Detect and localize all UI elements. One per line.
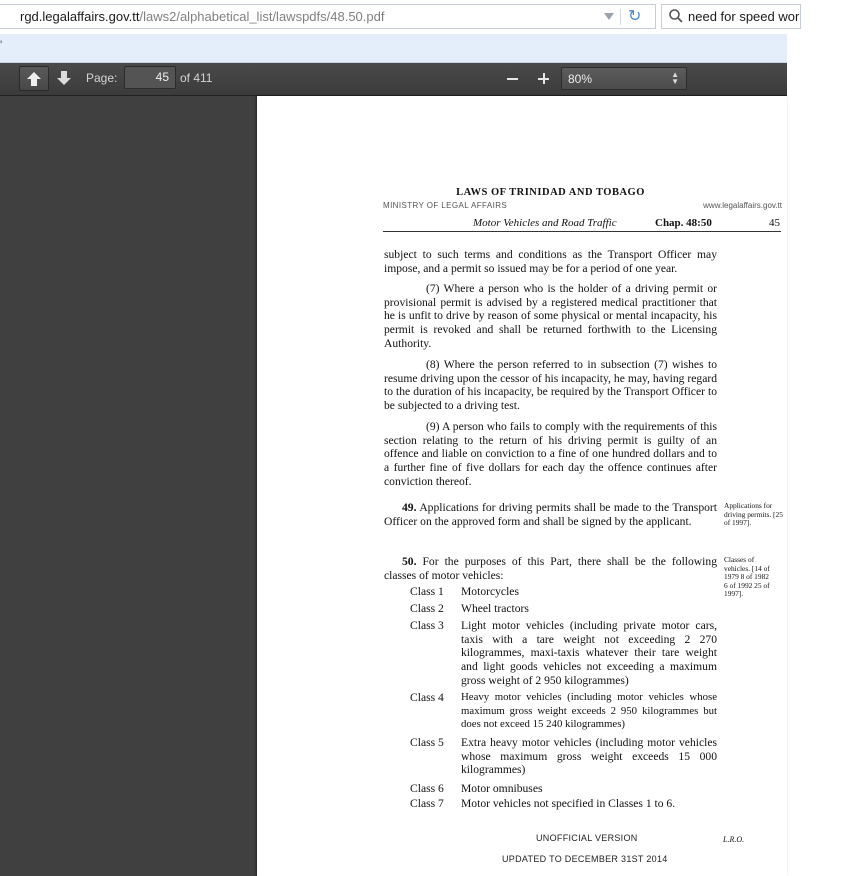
header-ministry: MINISTRY OF LEGAL AFFAIRS [383, 201, 508, 210]
class-label: Class 1 [410, 585, 444, 598]
section-50 [384, 555, 717, 582]
class-desc: Extra heavy motor vehicles (including motor vehicles whose maximum gross weight exceeds 15 000 kilogrammes) [461, 736, 717, 777]
paragraph-continued: subject to such terms and conditions as the Transport Officer may impose, and a permit so issued may be for a period of one year. [384, 248, 717, 275]
section-49 [384, 501, 717, 528]
class-desc: Heavy motor vehicles (including motor vehicles whose maximum gross weight exceeds 2 950 kilogrammes but does not exceed 15 240 kilogrammes) [461, 691, 717, 731]
class-label: Class 6 [410, 782, 444, 795]
section-50-text: For the purposes of this Part, there shall be the following classes of motor vehicles: [384, 555, 717, 582]
section-49-margin-note: Applications for driving permits. [25 of 1997]. [724, 501, 783, 527]
address-bar-row [0, 0, 800, 34]
section-49-text: Applications for driving permits shall be made to the Transport Officer on the approved form and shall be signed by the applicant. [384, 501, 717, 528]
header-page-number: 45 [769, 217, 780, 229]
previous-page-button[interactable] [19, 66, 49, 91]
pdf-toolbar [0, 63, 787, 96]
url-history-dropdown-icon[interactable] [604, 13, 614, 20]
url-separator [620, 9, 621, 25]
subsection-9: (9) A person who fails to comply with the requirements of this section relating to the return of his driving permit is guilty of an offence and liable on conviction to a fine of one hundred dollars and to a further fine of five dollars for each day the offence continues after conviction thereof. [384, 420, 717, 488]
class-desc: Motor omnibuses [461, 782, 543, 795]
bookmarks-toolbar [0, 34, 787, 63]
class-label: Class 3 [410, 619, 444, 632]
arrow-up-icon [26, 71, 42, 87]
zoom-out-button[interactable] [499, 66, 525, 91]
footer-unofficial-version: UNOFFICIAL VERSION [536, 833, 638, 843]
url-path: /laws2/alphabetical_list/lawspdfs/48.50.pdf [139, 9, 385, 24]
url-field[interactable] [0, 4, 656, 29]
section-50-number: 50. [402, 555, 417, 568]
search-field[interactable] [661, 4, 801, 29]
header-title: LAWS OF TRINIDAD AND TOBAGO [456, 187, 645, 198]
header-chapter: Chap. 48:50 [655, 217, 712, 229]
header-rule [383, 231, 781, 232]
footer-updated: UPDATED TO DECEMBER 31ST 2014 [502, 854, 668, 864]
url-text [20, 9, 384, 24]
page-label: Page: [86, 71, 118, 85]
class-desc: Motorcycles [461, 585, 519, 598]
search-input[interactable]: need for speed wor [688, 9, 800, 24]
pdf-page [257, 96, 787, 876]
subsection-8: (8) Where the person referred to in subsection (7) wishes to resume driving upon the cessor of his incapacity, he may, having regard to the duration of his incapacity, be required by the Transport Officer to be subjected to a driving test. [384, 358, 717, 413]
class-label: Class 4 [410, 691, 444, 704]
next-page-button[interactable] [50, 66, 80, 91]
header-act-title: Motor Vehicles and Road Traffic [473, 217, 617, 229]
section-49-number: 49. [402, 501, 417, 514]
zoom-select[interactable] [561, 67, 687, 90]
search-icon [668, 8, 684, 24]
page-total: of 411 [180, 71, 213, 85]
footer-lro: L.R.O. [723, 835, 745, 844]
class-desc: Motor vehicles not specified in Classes 1 to 6. [461, 797, 676, 810]
subsection-7: (7) Where a person who is the holder of a driving permit or provisional permit is advised by a registered medical practitioner that he is unfit to drive by reason of some physical or mental incapacity, his permit is revoked and shall be returned forthwith to the Licensing Authority. [384, 282, 717, 350]
url-domain: rgd.legalaffairs.gov.tt [20, 9, 140, 24]
page-number-input[interactable]: 45 [124, 66, 176, 89]
class-label: Class 5 [410, 736, 444, 749]
class-desc: Light motor vehicles (including private motor cars, taxis with a tare weight not exceeding 2 270 kilogrammes, maxi-taxis whatever their tare weight and light goods vehicles not exceeding a maximum gross weight of 2 950 kilogrammes) [461, 619, 717, 687]
zoom-value: 80% [568, 72, 593, 86]
class-desc: Wheel tractors [461, 602, 529, 615]
section-50-margin-note: Classes of vehicles. [14 of 1979 8 of 1982 6 of 1992 25 of 1997]. [724, 555, 770, 598]
arrow-down-icon [56, 70, 72, 86]
zoom-in-button[interactable] [531, 66, 557, 91]
header-website: www.legalaffairs.gov.tt [703, 201, 782, 210]
class-label: Class 7 [410, 797, 444, 810]
bookmark-item[interactable]: ' [0, 38, 3, 52]
select-arrows-icon: ▲ ▼ [671, 70, 679, 86]
reload-icon[interactable]: ↻ [628, 8, 642, 25]
class-label: Class 2 [410, 602, 444, 615]
